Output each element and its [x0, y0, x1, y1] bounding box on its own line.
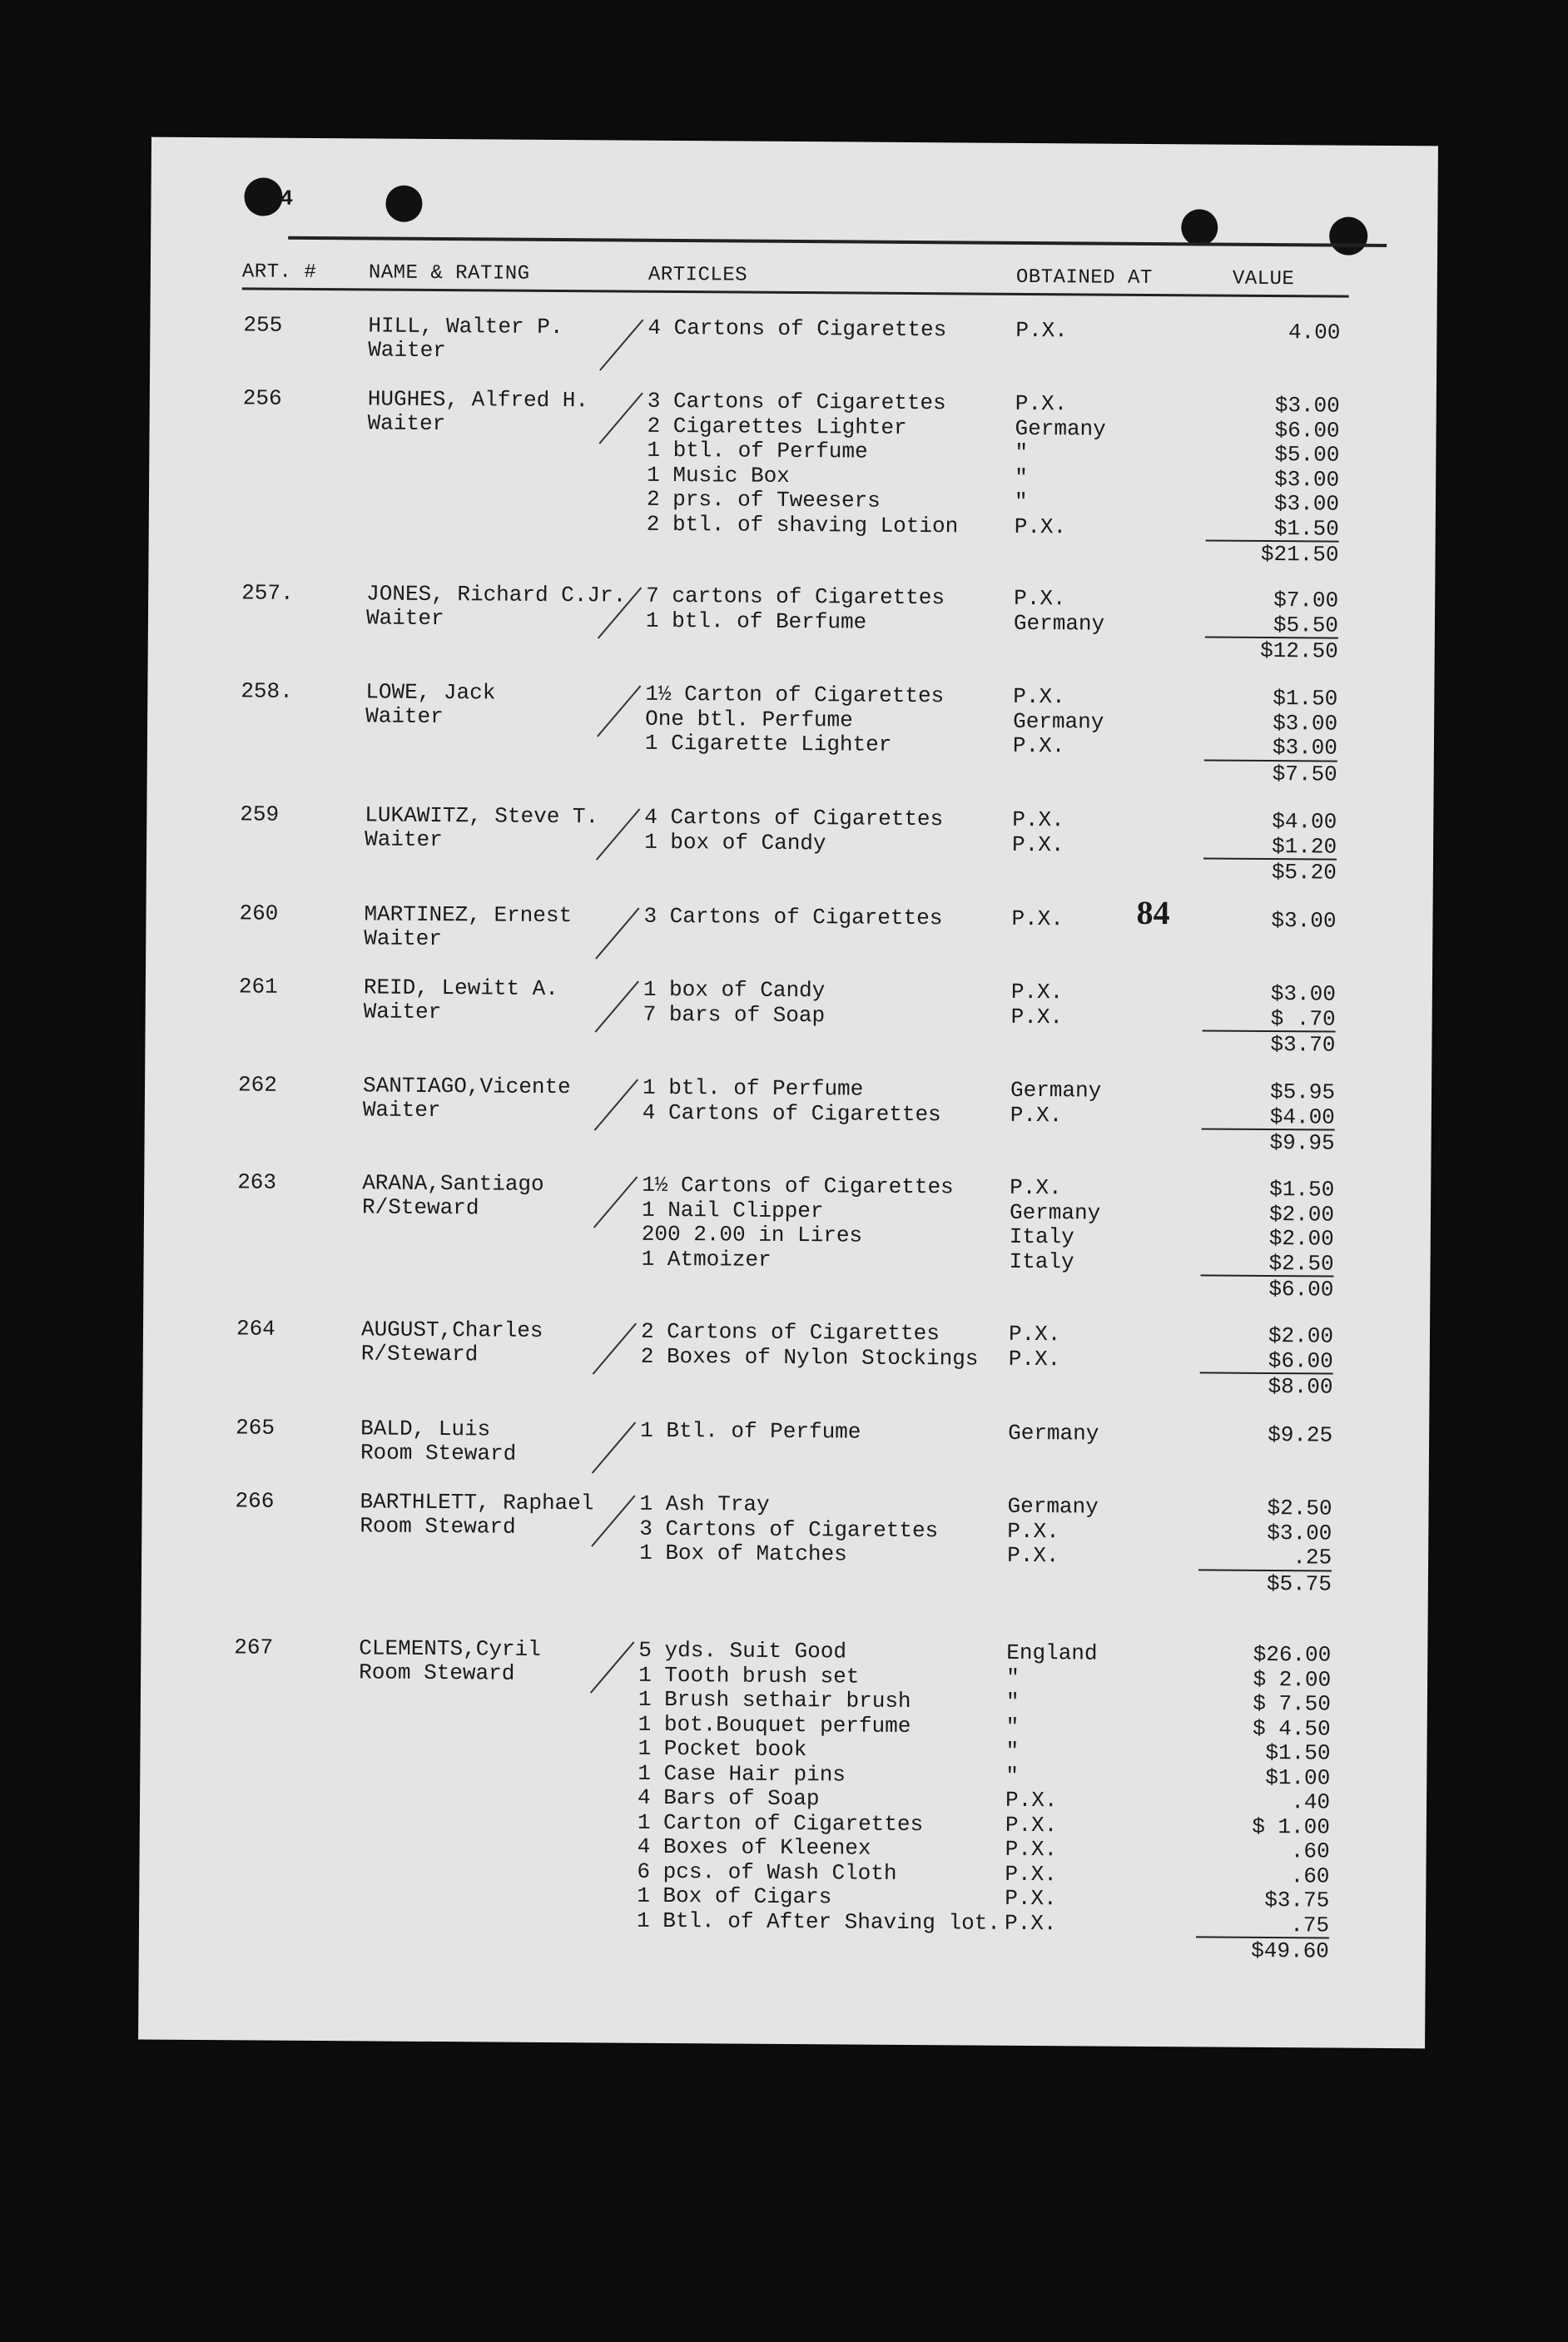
- entry: [142, 1415, 1429, 1466]
- article-number: 266: [235, 1488, 275, 1514]
- article-number: 258.: [241, 678, 293, 704]
- person-rating: Room Steward: [359, 1660, 515, 1686]
- person-rating: R/Steward: [360, 1341, 479, 1367]
- punch-hole: [385, 186, 422, 222]
- item-value: $1.50: [1269, 1177, 1335, 1203]
- entry-total: $49.60: [1196, 1936, 1329, 1963]
- person-rating: Waiter: [365, 605, 444, 632]
- item-article: 1 Cigarette Lighter: [644, 730, 892, 757]
- document-page: [138, 137, 1438, 2049]
- item-article: 1 Box of Cigars: [637, 1883, 832, 1910]
- article-number: 267: [234, 1635, 274, 1660]
- article-number: 261: [238, 974, 278, 1000]
- item-value: $3.00: [1274, 466, 1340, 493]
- item-obtained-at: P.X.: [1005, 1812, 1058, 1838]
- item-value: $5.95: [1269, 1079, 1336, 1105]
- item-value: $2.50: [1268, 1250, 1334, 1277]
- item-obtained-at: P.X.: [1008, 1346, 1061, 1372]
- item-article: 1 Case Hair pins: [638, 1760, 846, 1787]
- item-article: 1½ Carton of Cigarettes: [645, 681, 945, 709]
- item-obtained-at: P.X.: [1005, 1836, 1058, 1863]
- item-value: $6.00: [1268, 1347, 1333, 1374]
- header-value: VALUE: [1232, 267, 1295, 291]
- item-article: 4 Cartons of Cigarettes: [644, 804, 944, 832]
- item-obtained-at: P.X.: [1010, 1004, 1064, 1030]
- item-obtained-at: Germany: [1010, 1077, 1102, 1104]
- person-name: MARTINEZ, Ernest: [364, 901, 573, 929]
- item-value: $9.25: [1268, 1422, 1333, 1448]
- entry: [143, 1316, 1430, 1400]
- item-article: One btl. Perfume: [645, 706, 853, 733]
- item-value: $ .70: [1270, 1005, 1336, 1032]
- item-value: .60: [1290, 1838, 1330, 1864]
- punch-hole: [244, 177, 282, 216]
- item-article: 1 Ash Tray: [639, 1491, 770, 1517]
- item-article: 6 pcs. of Wash Cloth: [637, 1858, 897, 1886]
- punch-hole: [1329, 216, 1367, 255]
- person-name: BALD, Luis: [360, 1416, 491, 1442]
- item-obtained-at: Italy: [1009, 1223, 1074, 1250]
- item-row: [142, 1415, 1429, 1448]
- entry: [150, 385, 1437, 568]
- person-rating: Waiter: [363, 999, 442, 1025]
- item-article: 1 Music Box: [647, 462, 790, 489]
- person-name: HILL, Walter P.: [368, 313, 563, 340]
- item-article: 1 box of Candy: [643, 976, 826, 1004]
- item-obtained-at: P.X.: [1008, 1321, 1061, 1347]
- entry-total: $7.50: [1204, 759, 1337, 786]
- item-article: 5 yds. Suit Good: [638, 1637, 847, 1665]
- item-value: $4.00: [1272, 809, 1337, 835]
- person-name: REID, Lewitt A.: [363, 975, 559, 1002]
- item-value: $3.00: [1270, 981, 1336, 1007]
- item-value: $1.00: [1265, 1764, 1331, 1791]
- item-obtained-at: Germany: [1013, 610, 1105, 637]
- entry-total: $9.95: [1202, 1128, 1335, 1155]
- item-value: $6.00: [1274, 417, 1340, 444]
- item-obtained-at: ": [1005, 1689, 1020, 1714]
- item-article: 1 btl. of Perfume: [647, 437, 868, 464]
- item-value: .40: [1291, 1789, 1331, 1815]
- entry-total: $6.00: [1200, 1274, 1333, 1302]
- item-obtained-at: P.X.: [1010, 979, 1064, 1005]
- item-article: 3 Cartons of Cigarettes: [639, 1516, 939, 1543]
- item-article: 1 Atmoizer: [641, 1246, 772, 1273]
- item-obtained-at: P.X.: [1012, 831, 1064, 857]
- item-article: 2 Boxes of Nylon Stockings: [640, 1343, 979, 1372]
- item-value: $26.00: [1253, 1641, 1332, 1668]
- article-number: 256: [242, 385, 282, 411]
- item-value: $ 2.00: [1253, 1666, 1332, 1693]
- person-name: CLEMENTS,Cyril: [359, 1635, 541, 1662]
- item-value: $3.00: [1267, 1520, 1332, 1546]
- item-obtained-at: ": [1015, 439, 1029, 465]
- entry-total: $3.70: [1202, 1030, 1335, 1057]
- item-value: $3.00: [1273, 491, 1340, 517]
- person-rating: Waiter: [365, 703, 444, 730]
- article-number: 263: [237, 1169, 277, 1195]
- item-article: 200 2.00 in Lires: [641, 1221, 863, 1248]
- item-value: 4.00: [1288, 320, 1341, 345]
- person-rating: Waiter: [368, 337, 446, 364]
- item-article: 4 Cartons of Cigarettes: [642, 1099, 941, 1127]
- item-article: 1 btl. of Berfume: [645, 608, 867, 635]
- item-article: 1 Tooth brush set: [638, 1662, 860, 1690]
- person-name: SANTIAGO,Vicente: [362, 1073, 571, 1100]
- item-obtained-at: P.X.: [1012, 732, 1065, 759]
- person-name: JONES, Richard C.Jr.: [366, 581, 627, 608]
- item-value: $7.00: [1273, 588, 1339, 613]
- item-value: $ 7.50: [1253, 1690, 1332, 1717]
- header-name-rating: NAME & RATING: [368, 261, 530, 285]
- item-article: 1 btl. of Perfume: [642, 1074, 864, 1102]
- person-name: HUGHES, Alfred H.: [367, 386, 589, 414]
- item-value: $3.75: [1264, 1887, 1330, 1913]
- item-article: 3 Cartons of Cigarettes: [643, 903, 943, 931]
- item-value: $4.00: [1269, 1104, 1335, 1130]
- item-article: 1 Brush sethair brush: [638, 1686, 911, 1714]
- person-rating: Waiter: [365, 826, 443, 853]
- item-article: 1½ Cartons of Cigarettes: [642, 1172, 954, 1200]
- item-article: 1 bot.Bouquet perfume: [638, 1711, 911, 1739]
- header-articles: ARTICLES: [648, 263, 748, 287]
- entry-total: $21.50: [1205, 539, 1338, 567]
- item-article: 4 Bars of Soap: [637, 1784, 820, 1812]
- item-article: 1 Btl. of After Shaving lot.: [636, 1908, 1001, 1936]
- article-number: 265: [236, 1415, 275, 1441]
- item-article: 4 Boxes of Kleenex: [637, 1833, 871, 1861]
- item-obtained-at: Germany: [1015, 415, 1106, 442]
- item-obtained-at: ": [1015, 464, 1028, 490]
- item-obtained-at: P.X.: [1007, 1518, 1059, 1544]
- item-obtained-at: P.X.: [1005, 1861, 1058, 1887]
- article-number: 255: [243, 312, 283, 338]
- item-article: 7 cartons of Cigarettes: [646, 583, 945, 611]
- punch-hole: [1181, 209, 1218, 246]
- person-name: LOWE, Jack: [365, 679, 496, 706]
- item-obtained-at: P.X.: [1015, 317, 1068, 344]
- corner-number: 4: [280, 186, 294, 211]
- item-obtained-at: P.X.: [1007, 1542, 1059, 1569]
- person-name: ARANA,Santiago: [362, 1170, 544, 1197]
- item-value: .60: [1290, 1863, 1330, 1889]
- item-article: 1 Nail Clipper: [641, 1197, 824, 1223]
- item-value: $ 1.00: [1252, 1814, 1330, 1840]
- item-value: $1.50: [1265, 1739, 1331, 1766]
- header-obtained-at: OBTAINED AT: [1015, 265, 1153, 290]
- item-row: [150, 312, 1437, 345]
- item-article: 1 Carton of Cigarettes: [637, 1809, 924, 1837]
- item-obtained-at: P.X.: [1010, 1174, 1062, 1201]
- item-value: .25: [1293, 1545, 1332, 1570]
- item-value: $3.00: [1273, 710, 1338, 737]
- item-obtained-at: P.X.: [1005, 1885, 1057, 1912]
- entry-total: $8.00: [1199, 1372, 1332, 1399]
- entry: [145, 1072, 1432, 1156]
- item-obtained-at: P.X.: [1010, 1102, 1063, 1128]
- item-row: [146, 901, 1432, 934]
- item-obtained-at: Germany: [1007, 1493, 1099, 1520]
- item-article: 2 prs. of Tweesers: [646, 486, 881, 514]
- person-rating: R/Steward: [361, 1194, 479, 1221]
- item-obtained-at: Germany: [1009, 1199, 1101, 1226]
- person-rating: Waiter: [367, 410, 446, 437]
- entry: [151, 312, 1437, 364]
- item-obtained-at: P.X.: [1013, 683, 1065, 710]
- item-obtained-at: P.X.: [1015, 390, 1068, 417]
- item-article: 7 bars of Soap: [643, 1001, 826, 1028]
- article-number: 260: [239, 901, 279, 926]
- item-obtained-at: P.X.: [1005, 1787, 1058, 1814]
- item-obtained-at: P.X.: [1014, 585, 1066, 612]
- item-article: 1 Btl. of Perfume: [640, 1417, 861, 1445]
- person-rating: Room Steward: [360, 1440, 517, 1466]
- item-article: 1 Pocket book: [638, 1735, 807, 1763]
- item-value: $2.00: [1268, 1201, 1335, 1228]
- entry-total: $5.75: [1198, 1569, 1332, 1596]
- item-value: $1.50: [1273, 686, 1338, 712]
- item-obtained-at: ": [1014, 489, 1028, 514]
- item-value: $ 4.50: [1252, 1715, 1331, 1742]
- item-value: $2.00: [1268, 1226, 1334, 1252]
- item-obtained-at: Italy: [1009, 1248, 1074, 1274]
- person-name: BARTHLETT, Raphael: [360, 1489, 594, 1516]
- item-value: $3.00: [1272, 735, 1338, 761]
- article-number: 257.: [241, 580, 294, 606]
- item-value: $5.00: [1274, 442, 1340, 468]
- item-obtained-at: Germany: [1013, 708, 1104, 735]
- item-obtained-at: ": [1006, 1665, 1020, 1690]
- item-article: 2 Cartons of Cigarettes: [640, 1318, 940, 1347]
- item-value: $2.00: [1268, 1323, 1334, 1349]
- item-obtained-at: ": [1005, 1763, 1020, 1789]
- person-rating: Waiter: [364, 925, 443, 952]
- entry-total: $12.50: [1205, 636, 1338, 663]
- entry: [146, 801, 1433, 886]
- item-obtained-at: P.X.: [1014, 514, 1067, 539]
- item-article: 2 btl. of shaving Lotion: [646, 511, 959, 538]
- item-obtained-at: Germany: [1008, 1420, 1099, 1446]
- entry-total: $5.20: [1203, 857, 1337, 885]
- article-number: 259: [240, 801, 280, 827]
- person-name: LUKAWITZ, Steve T.: [365, 802, 599, 830]
- item-value: $1.50: [1273, 515, 1339, 542]
- item-obtained-at: ": [1005, 1714, 1020, 1739]
- entry: [144, 1169, 1431, 1302]
- item-article: 3 Cartons of Cigarettes: [647, 388, 946, 416]
- entry: [146, 974, 1432, 1058]
- person-rating: Waiter: [362, 1097, 441, 1124]
- item-article: 2 Cigarettes Lighter: [647, 413, 907, 440]
- item-article: 4 Cartons of Cigarettes: [648, 315, 947, 343]
- item-obtained-at: P.X.: [1011, 906, 1064, 932]
- person-name: AUGUST,Charles: [360, 1317, 543, 1343]
- article-number: 264: [236, 1316, 275, 1342]
- person-rating: Room Steward: [360, 1513, 516, 1540]
- item-value: $3.00: [1271, 908, 1337, 934]
- header-art-no: ART. #: [241, 260, 317, 284]
- item-obtained-at: England: [1006, 1640, 1098, 1666]
- page-number: 84: [1136, 893, 1170, 932]
- header-rule: [242, 287, 1349, 297]
- article-number: 262: [237, 1072, 277, 1098]
- item-obtained-at: ": [1005, 1738, 1020, 1764]
- entry: [148, 580, 1435, 664]
- entry: [141, 1635, 1427, 1964]
- item-value: $5.50: [1273, 612, 1339, 638]
- item-article: 1 Box of Matches: [639, 1540, 847, 1567]
- item-value: $2.50: [1267, 1496, 1332, 1521]
- item-article: 1 box of Candy: [644, 829, 826, 856]
- item-value: .75: [1290, 1912, 1330, 1938]
- item-value: $1.20: [1271, 833, 1337, 860]
- entry: [142, 1488, 1429, 1597]
- item-obtained-at: P.X.: [1004, 1910, 1057, 1936]
- item-obtained-at: P.X.: [1012, 806, 1064, 833]
- top-rule: [288, 236, 1387, 247]
- entry: [147, 678, 1434, 787]
- item-value: $3.00: [1274, 393, 1340, 419]
